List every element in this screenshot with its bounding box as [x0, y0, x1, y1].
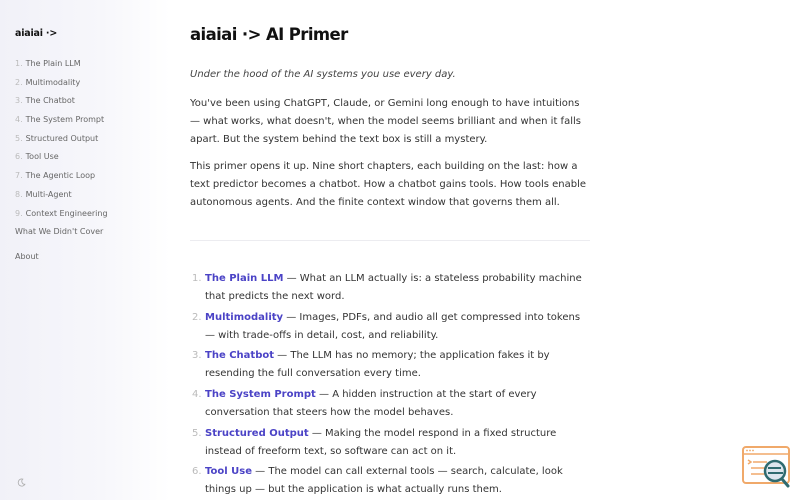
divider — [190, 240, 590, 241]
chapter-description: — The LLM has no memory; the application fakes it by resending the full conversation every time. — [205, 350, 550, 380]
item-label: Context Engineering — [25, 208, 108, 218]
item-number: 5. — [15, 133, 23, 143]
page-title: aiaiai ·> AI Primer — [190, 25, 348, 44]
item-label: The Plain LLM — [25, 59, 81, 68]
chapter-number: 6. — [192, 466, 202, 478]
item-number: 3. — [15, 96, 23, 106]
sidebar — [0, 0, 170, 500]
sidebar-item-system-prompt[interactable] — [15, 115, 108, 134]
chapter-link[interactable]: The System Prompt — [205, 389, 316, 401]
item-label: The Chatbot — [25, 96, 75, 106]
item-number: 7. — [15, 171, 23, 181]
item-label: The Agentic Loop — [25, 171, 96, 181]
chapter-item — [190, 270, 590, 306]
sidebar-item-structured-output[interactable] — [15, 134, 108, 153]
chapter-number: 1. — [192, 273, 202, 284]
chapter-description: — What an LLM actually is: a stateless probability machine that predicts the next word. — [205, 273, 582, 302]
chapter-item — [190, 309, 590, 345]
item-label: Multimodality — [25, 77, 81, 87]
chapter-number: 4. — [192, 389, 202, 401]
item-label: Structured Output — [25, 133, 99, 143]
sidebar-item-about[interactable]: About — [15, 252, 39, 261]
chapter-number: 2. — [192, 311, 202, 323]
sidebar-item-what-we-didnt-cover[interactable]: What We Didn't Cover — [15, 227, 104, 237]
chapter-list — [190, 270, 590, 502]
chapter-number: 3. — [192, 350, 202, 362]
chapter-link[interactable]: The Plain LLM — [205, 273, 284, 284]
intro-paragraph: You've been using ChatGPT, Claude, or Gemini long enough to have intuitions — what works, what doesn't, when the model seems brilliant and when it falls apart. But the system behind the text box is still a mystery. — [190, 98, 581, 145]
chapter-item — [190, 425, 590, 461]
chapter-number: 5. — [192, 427, 202, 439]
chapter-description: — A hidden instruction at the start of every conversation that steers how the model behaves. — [205, 389, 537, 419]
sidebar-item-plain-llm[interactable] — [15, 59, 108, 78]
chapter-description: — Images, PDFs, and audio all get compressed into tokens — with trade-offs in detail, cost, and reliability. — [205, 311, 581, 341]
item-label: The System Prompt — [25, 115, 105, 125]
chapter-link[interactable]: Multimodality — [205, 311, 284, 323]
theme-toggle-moon-icon[interactable] — [17, 478, 26, 487]
intro-paragraph-2: This primer opens it up. Nine short chapters, each building on the last: how a text predictor becomes a chatbot. How a chatbot gains tools. How tools enable autonomous agents. And the finite context window that governs them all. — [190, 161, 587, 208]
sidebar-item-multimodality[interactable] — [15, 78, 108, 97]
chapter-link[interactable]: Structured Output — [205, 427, 309, 439]
sidebar-item-tool-use[interactable] — [15, 152, 108, 171]
sidebar-item-multi-agent[interactable] — [15, 190, 108, 209]
item-label: Multi-Agent — [25, 189, 72, 199]
item-label: Tool Use — [25, 152, 59, 162]
item-number: 1. — [15, 59, 23, 68]
chapter-item — [190, 347, 590, 383]
sidebar-item-chatbot[interactable] — [15, 96, 108, 115]
sidebar-nav — [15, 59, 108, 246]
item-number: 9. — [15, 208, 23, 218]
item-number: 4. — [15, 115, 23, 125]
sidebar-logo[interactable]: aiaiai ·> — [15, 28, 58, 39]
item-number: 6. — [15, 152, 23, 162]
chapter-description: — Making the model respond in a fixed structure instead of freeform text, so software can act on it. — [205, 427, 557, 457]
chapter-description: — The model can call external tools — search, calculate, look things up — but the application is what actually runs them. — [205, 466, 563, 496]
chapter-item — [190, 463, 590, 499]
browser-inspect-icon[interactable] — [741, 445, 793, 491]
chapter-link[interactable]: Tool Use — [205, 466, 252, 478]
chapter-item — [190, 386, 590, 422]
chapter-link[interactable]: The Chatbot — [205, 350, 274, 362]
sidebar-item-agentic-loop[interactable] — [15, 171, 108, 190]
sidebar-item-context-engineering[interactable] — [15, 209, 108, 228]
item-number: 8. — [15, 189, 23, 199]
item-number: 2. — [15, 77, 23, 87]
page-subtitle: Under the hood of the AI systems you use every day. — [190, 69, 456, 80]
